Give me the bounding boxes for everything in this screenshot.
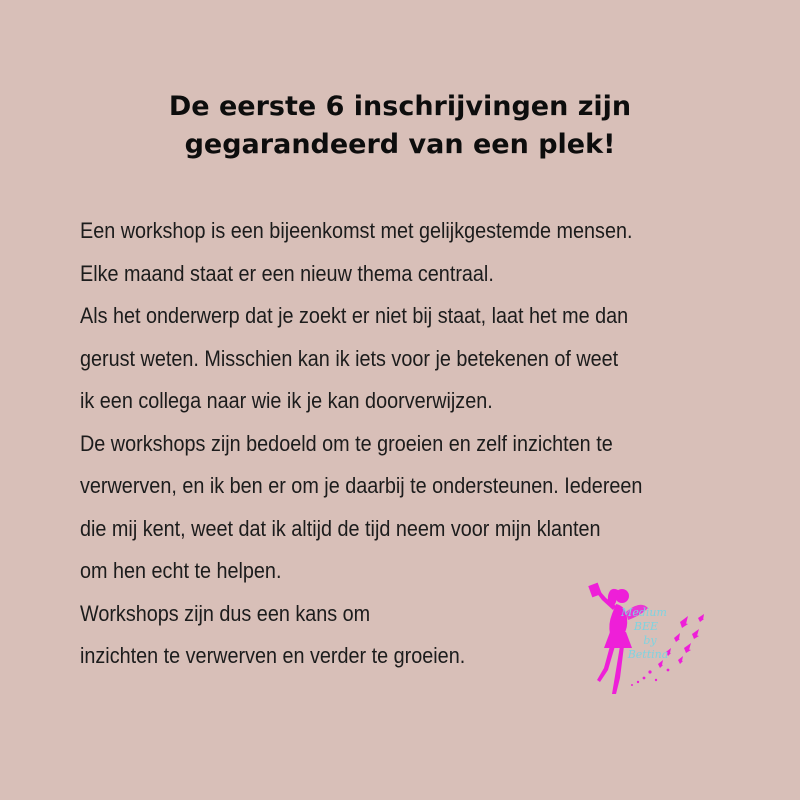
body-line: die mij kent, weet dat ik altijd de tijd neem voor mijn klanten: [80, 515, 601, 541]
body-line: De workshops zijn bedoeld om te groeien en zelf inzichten te: [80, 430, 613, 456]
body-line: Workshops zijn dus een kans om: [80, 600, 371, 626]
body-line: Een workshop is een bijeenkomst met gelijkgestemde mensen.: [80, 218, 633, 243]
body-line: gerust weten. Misschien kan ik iets voor je betekenen of weet: [80, 345, 619, 371]
headline-line-2: gegarandeerd van een plek!: [184, 129, 616, 160]
body-line: ik een collega naar wie ik je kan doorverwijzen.: [80, 388, 493, 413]
logo-text-line-2: BEE: [633, 620, 659, 633]
body-line: verwerven, en ik ben er om je daarbij te ondersteunen. Iedereen: [80, 473, 643, 498]
logo-text-line-3: by: [643, 634, 657, 647]
logo-text-line-4: Bettina: [627, 648, 669, 661]
fairy-silhouette-icon: [588, 583, 648, 694]
headline: [0, 88, 800, 164]
body-line: Als het onderwerp dat je zoekt er niet bij staat, laat het me dan: [80, 303, 629, 328]
headline-line-1: De eerste 6 inschrijvingen zijn: [168, 91, 632, 122]
body-line: om hen echt te helpen.: [80, 558, 282, 583]
body-line: Elke maand staat er een nieuw thema centraal.: [80, 260, 494, 286]
fairy-butterflies-logo: [580, 582, 710, 702]
logo-text-line-1: Medium: [621, 606, 667, 619]
body-line: inzichten te verwerven en verder te groeien.: [80, 643, 466, 668]
fairy-logo-icon: [580, 582, 710, 702]
